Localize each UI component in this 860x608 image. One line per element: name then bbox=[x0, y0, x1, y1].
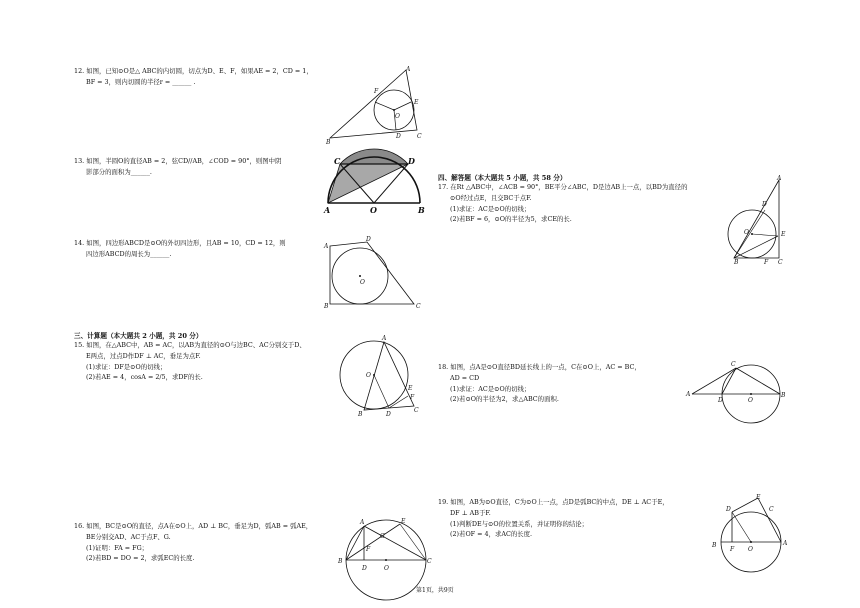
q17-line-4: (2)若BF = 6，⊙O的半径为5，求CE的长. bbox=[450, 215, 572, 224]
f19-label-D: D bbox=[726, 506, 731, 513]
f12-label-E: E bbox=[414, 99, 419, 106]
q14-line-1: 14. 如图，四边形ABCD是⊙O的外切四边形，且AB = 10，CD = 12，则 bbox=[74, 239, 286, 247]
f15-label-O: O bbox=[366, 372, 371, 379]
f19-label-A: A bbox=[783, 540, 788, 547]
question-12 bbox=[74, 66, 313, 88]
f18-label-D: D bbox=[718, 397, 723, 404]
f16-label-D: D bbox=[362, 565, 367, 572]
f12-label-A: A bbox=[406, 66, 411, 73]
f19-label-B: B bbox=[712, 542, 717, 549]
q19-line-4: (2)若OF = 4，求AC的长度. bbox=[450, 530, 533, 539]
f17-label-F: F bbox=[764, 259, 769, 266]
f13-label-O: O bbox=[370, 205, 377, 215]
f19-label-O: O bbox=[748, 546, 753, 553]
f12-label-O: O bbox=[395, 113, 400, 120]
q16-line-1: 16. 如图，BC是⊙O的直径，点A在⊙O上，AD ⊥ BC，垂足为D，弧AB = 弧AE， bbox=[74, 522, 313, 530]
f17-label-C: C bbox=[778, 259, 783, 266]
q16-line-2: BE分别交AD、AC于点F、G. bbox=[86, 532, 171, 541]
f12-label-D: D bbox=[396, 133, 401, 140]
f16-label-A: A bbox=[360, 519, 365, 526]
f17-label-O: O bbox=[744, 229, 749, 236]
question-18 bbox=[438, 362, 641, 405]
question-17 bbox=[438, 182, 687, 225]
q18-line-2: AD = CD bbox=[450, 373, 480, 382]
f12-label-F: F bbox=[374, 88, 379, 95]
f16-label-C: C bbox=[427, 558, 432, 565]
f14-label-A: A bbox=[324, 243, 329, 250]
f14-label-O: O bbox=[360, 279, 365, 286]
page-footer: 第1页，共9页 bbox=[416, 587, 454, 594]
figure-16 bbox=[336, 514, 436, 594]
q16-line-4: (2)若BD = DO = 2，求弧EC的长度. bbox=[86, 554, 195, 563]
f14-label-B: B bbox=[324, 303, 329, 310]
question-16 bbox=[74, 521, 312, 564]
f15-label-C: C bbox=[414, 407, 419, 414]
f13-label-A: A bbox=[324, 205, 331, 215]
f13-label-C: C bbox=[334, 156, 341, 166]
q18-line-3: (1)求证：AC是⊙O的切线； bbox=[450, 384, 531, 393]
f13-label-B: B bbox=[418, 205, 425, 215]
question-19 bbox=[438, 497, 669, 540]
q13-line-2: 影部分的面积为______. bbox=[86, 167, 152, 176]
figure-12 bbox=[322, 66, 432, 146]
q12-line-2: BF = 3，则内切圆的半径r = ______ . bbox=[86, 77, 196, 86]
f12-label-C: C bbox=[417, 133, 422, 140]
f18-label-B: B bbox=[781, 392, 786, 399]
q13-line-1: 13. 如图，半圆O的直径AB = 2，弦CD//AB，∠COD = 90°，则图中阴 bbox=[74, 157, 282, 165]
figure-14 bbox=[322, 234, 432, 314]
f15-label-B: B bbox=[358, 411, 363, 418]
f16-label-G: G bbox=[380, 533, 385, 540]
question-13 bbox=[74, 156, 281, 178]
f19-label-C: C bbox=[769, 506, 774, 513]
figure-19 bbox=[708, 494, 798, 564]
section-calc-heading: 三、计算题（本大题共 2 小题，共 20 分） bbox=[74, 332, 203, 340]
q17-line-1: 17. 在Rt △ABC中，∠ACB = 90°，BE平分∠ABC，D是边AB上一点，以BD为直径的 bbox=[438, 183, 688, 191]
q15-line-1: 15. 如图，在△ABC中，AB = AC，以AB为直径的⊙O与边BC、AC分别交于D、 bbox=[74, 341, 306, 349]
f17-label-A: A bbox=[777, 175, 782, 182]
f16-label-E: E bbox=[401, 518, 406, 525]
f18-label-O: O bbox=[748, 397, 753, 404]
f15-label-F: F bbox=[410, 394, 415, 401]
figure-17 bbox=[724, 176, 794, 266]
f14-label-D: D bbox=[366, 236, 371, 243]
figure-18 bbox=[686, 358, 796, 408]
question-14 bbox=[74, 238, 286, 260]
q15-line-3: (1)求证：DF是⊙O的切线； bbox=[86, 362, 167, 371]
f16-label-B: B bbox=[338, 558, 343, 565]
q15-line-2: E两点，过点D作DF ⊥ AC，垂足为点F. bbox=[86, 351, 201, 360]
f17-label-D: D bbox=[762, 201, 767, 208]
q14-line-2: 四边形ABCD的周长为______. bbox=[86, 249, 172, 258]
f12-label-B: B bbox=[326, 139, 331, 146]
f17-label-E: E bbox=[781, 231, 786, 238]
section-answer-heading: 四、解答题（本大题共 5 小题，共 58 分） bbox=[438, 174, 567, 182]
q16-line-3: (1)证明：FA = FG； bbox=[86, 543, 149, 552]
f19-label-F: F bbox=[730, 546, 735, 553]
f18-label-A: A bbox=[686, 391, 691, 398]
q12-line-1: 12. 如图，已知⊙O是△ ABC的内切圆，切点为D、E、F，如果AE = 2，CD = 1， bbox=[74, 67, 313, 75]
q17-line-2: ⊙O经过点E，且交BC于点F. bbox=[450, 193, 532, 202]
f16-label-O: O bbox=[384, 565, 389, 572]
f15-label-D: D bbox=[386, 411, 391, 418]
f17-label-B: B bbox=[734, 259, 739, 266]
f19-label-E: E bbox=[756, 494, 761, 501]
q18-line-4: (2)若⊙O的半径为2，求△ABC的面积. bbox=[450, 395, 559, 404]
figure-15 bbox=[336, 330, 436, 420]
q19-line-3: (1)判断DE与⊙O的位置关系，并证明你的结论； bbox=[450, 519, 589, 528]
q18-line-1: 18. 如图，点A是⊙O直径BD延长线上的一点，C在⊙O上，AC = BC， bbox=[438, 363, 641, 371]
f18-label-C: C bbox=[731, 361, 736, 368]
q15-line-4: (2)若AE = 4，cosA = 2/5，求DF的长. bbox=[86, 373, 203, 382]
f15-label-E: E bbox=[408, 385, 413, 392]
q19-line-1: 19. 如图，AB为⊙O直径，C为⊙O上一点，点D是弧BC的中点，DE ⊥ AC于E， bbox=[438, 498, 669, 506]
q17-line-3: (1)求证：AC是⊙O的切线； bbox=[450, 204, 531, 213]
q19-line-2: DF ⊥ AB于F. bbox=[450, 508, 491, 517]
question-15 bbox=[74, 340, 306, 383]
f14-label-C: C bbox=[416, 303, 421, 310]
f15-label-A: A bbox=[382, 335, 387, 342]
figure-13 bbox=[322, 156, 432, 216]
f16-label-F: F bbox=[366, 546, 371, 553]
f13-label-D: D bbox=[408, 156, 415, 166]
